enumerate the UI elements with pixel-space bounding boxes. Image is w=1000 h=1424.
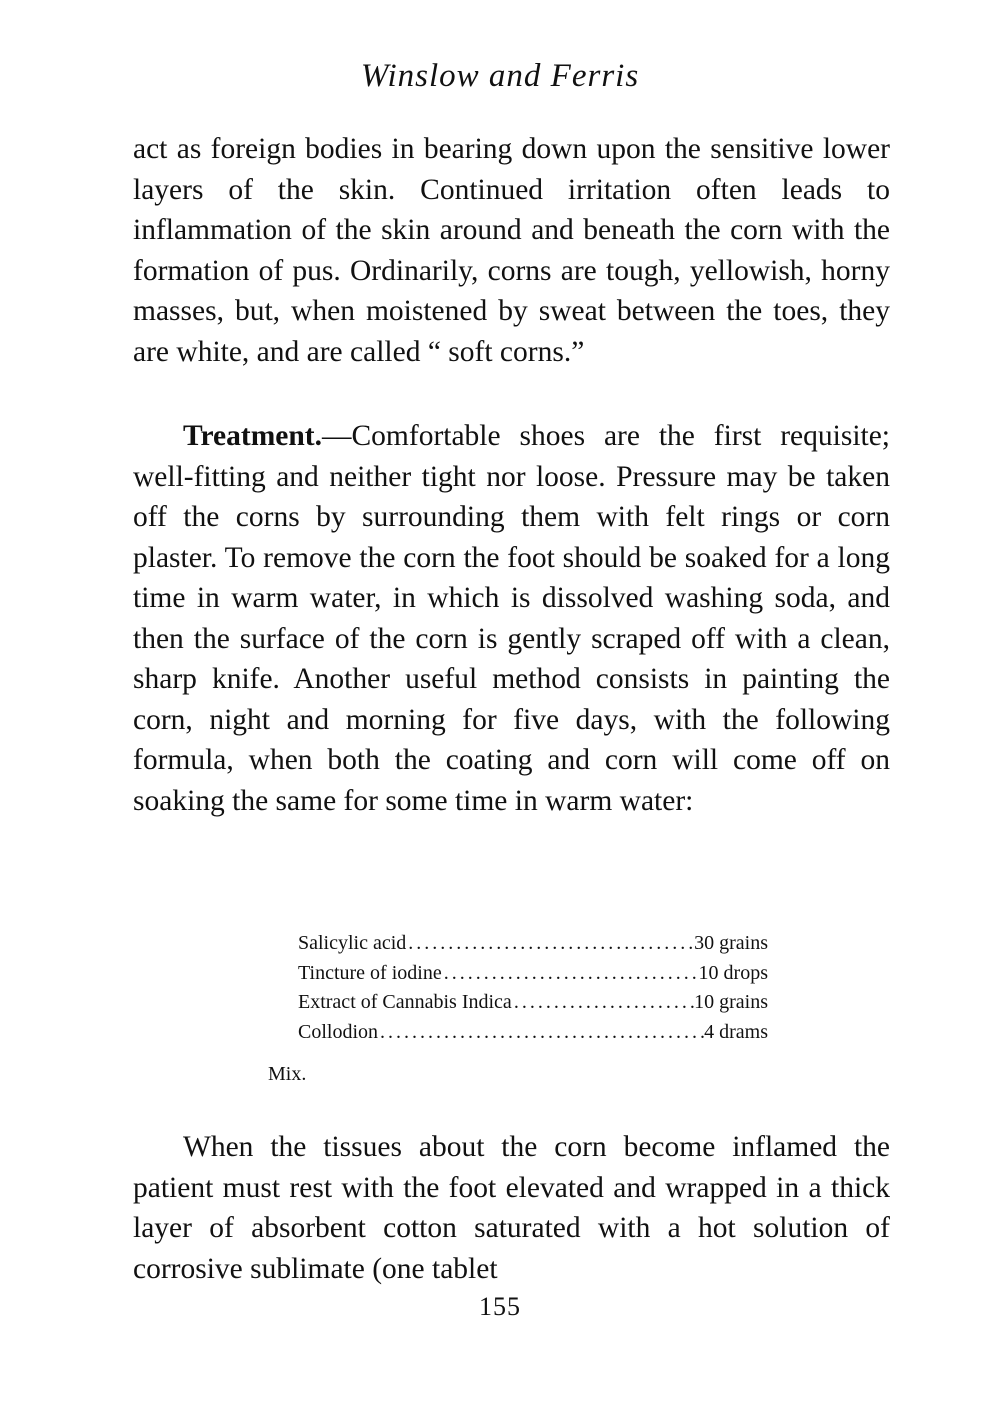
paragraph-corns-description bbox=[133, 129, 890, 372]
formula-row bbox=[298, 959, 768, 989]
formula-row bbox=[298, 1018, 768, 1048]
dot-leader bbox=[512, 988, 694, 1018]
formula-quantity: 10 grains bbox=[694, 991, 768, 1013]
formula-quantity: 10 drops bbox=[698, 961, 768, 984]
formula-row bbox=[298, 929, 768, 959]
paragraph-treatment bbox=[133, 416, 890, 821]
page-number: 155 bbox=[479, 1292, 521, 1321]
formula-ingredient: Extract of Cannabis Indica bbox=[298, 991, 512, 1013]
paragraph-text: When the tissues about the corn become inflamed the patient must rest with the foot elevated and wrapped in a thick layer of absorbent cotton saturated with a hot solution of corrosive sublimate (one tablet bbox=[133, 1131, 890, 1285]
formula-quantity: 30 grains bbox=[694, 932, 768, 954]
paragraph-text: —Comfortable shoes are the first requisite; well-fitting and neither tight nor loose. Pressure may be taken off the corns by surrounding them with felt rings or corn plaster. To remove the corn the foot should be soaked for a long time in warm water, in which is dissolved washing soda, and then the surface of the corn is gently scraped off with a clean, sharp knife. Another useful method consists in painting the corn, night and morning for five days, with the following formula, when both the coating and corn will come off on soaking the same for some time in warm water: bbox=[133, 420, 890, 817]
paragraph-text: act as foreign bodies in bearing down upon the sensitive lower layers of the skin. Continued irritation often leads to inflammation of the skin around and beneath the corn with the formation of pus. Ordinarily, corns are tough, yellowish, horny masses, but, when moistened by sweat between the toes, they are white, and are called “ soft corns.” bbox=[133, 133, 890, 368]
formula-ingredient: Tincture of iodine bbox=[298, 961, 442, 984]
running-head: Winslow and Ferris bbox=[360, 58, 640, 94]
formula-row bbox=[298, 988, 768, 1018]
paragraph-inflamed-tissue bbox=[133, 1127, 890, 1289]
formula-table bbox=[298, 929, 768, 1047]
mix-instruction: Mix. bbox=[268, 1063, 307, 1085]
treatment-heading: Treatment. bbox=[183, 420, 322, 452]
paragraph-body bbox=[133, 416, 890, 821]
formula-ingredient: Collodion bbox=[298, 1020, 379, 1043]
dot-leader bbox=[378, 1018, 704, 1048]
dot-leader bbox=[406, 929, 694, 959]
dot-leader bbox=[442, 959, 699, 989]
formula-ingredient: Salicylic acid bbox=[298, 932, 407, 954]
formula-quantity: 4 drams bbox=[704, 1020, 768, 1043]
